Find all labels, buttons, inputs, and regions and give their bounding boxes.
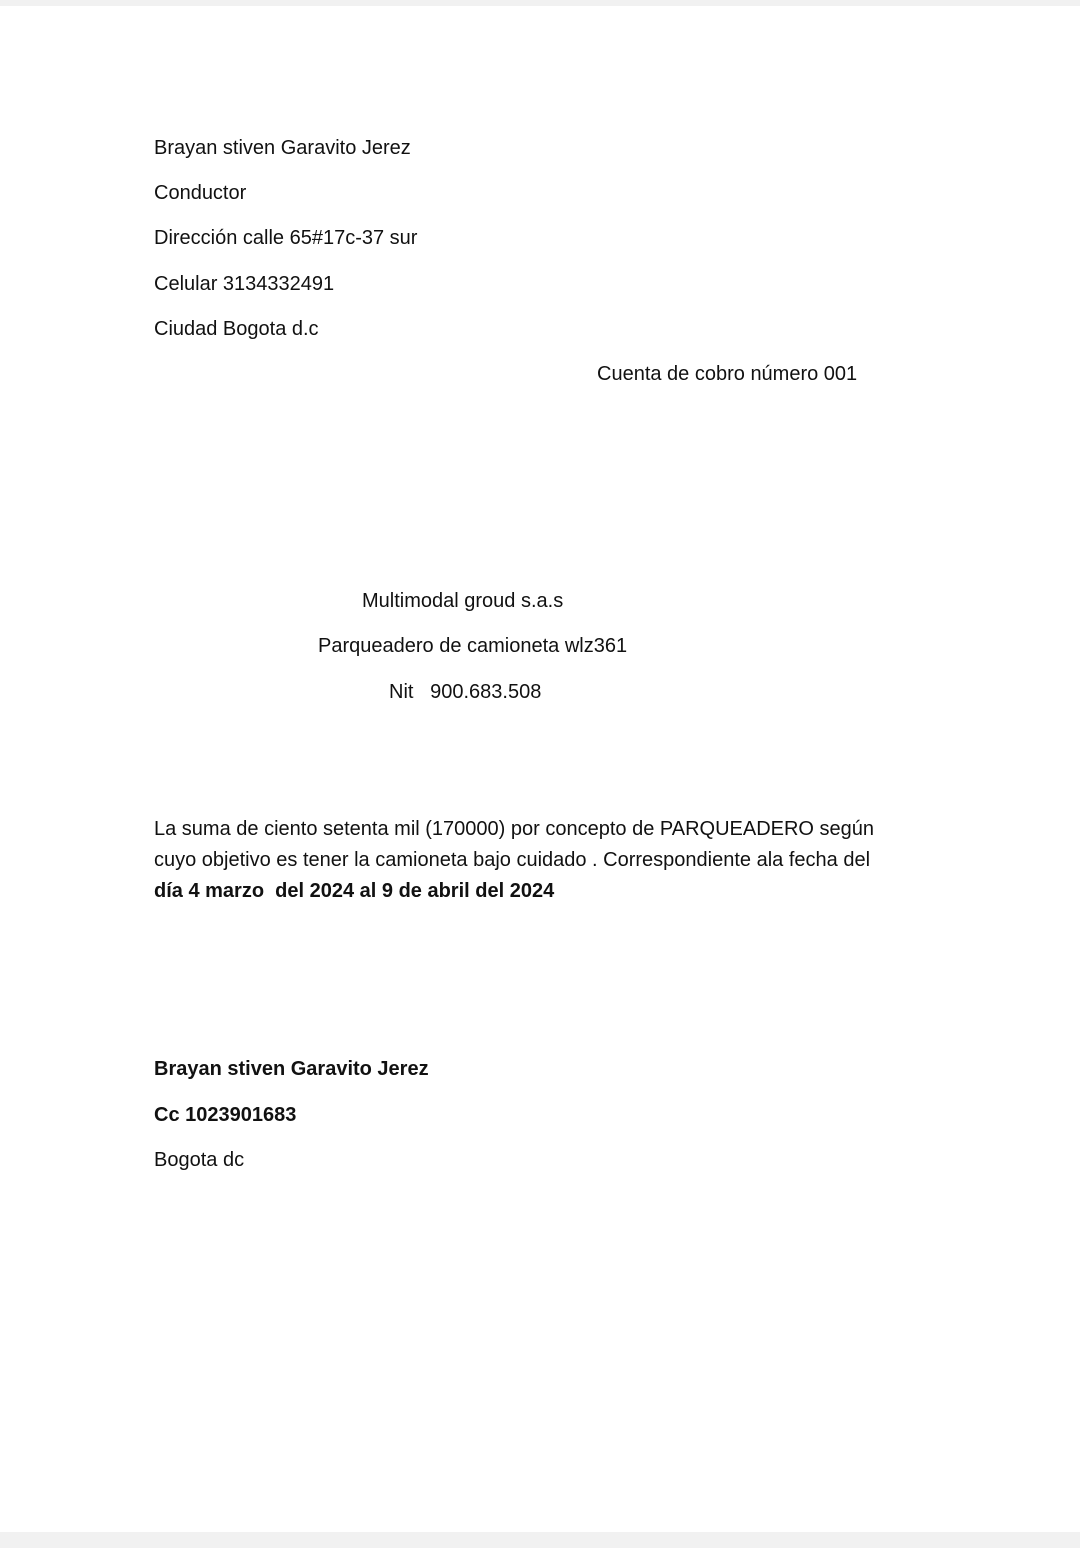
document-page [0, 6, 1080, 1532]
body-paragraph [154, 814, 934, 907]
signature-city: Bogota dc [154, 1149, 245, 1171]
sender-phone: Celular 3134332491 [154, 273, 335, 295]
recipient-company: Multimodal groud s.a.s [362, 590, 564, 612]
sender-city: Ciudad Bogota d.c [154, 318, 319, 340]
recipient-nit: Nit 900.683.508 [389, 681, 542, 703]
sender-role: Conductor [154, 182, 247, 204]
body-line-2: cuyo objetivo es tener la camioneta bajo cuidado . Correspondiente ala fecha del [154, 849, 871, 871]
sender-address: Dirección calle 65#17c-37 sur [154, 227, 418, 249]
sender-name: Brayan stiven Garavito Jerez [154, 137, 411, 159]
recipient-concept: Parqueadero de camioneta wlz361 [318, 635, 628, 657]
invoice-title: Cuenta de cobro número 001 [597, 363, 858, 385]
signature-name: Brayan stiven Garavito Jerez [154, 1058, 429, 1080]
body-line-3-date-range: día 4 marzo del 2024 al 9 de abril del 2024 [154, 880, 555, 902]
body-line-1: La suma de ciento setenta mil (170000) por concepto de PARQUEADERO según [154, 818, 875, 840]
signature-id: Cc 1023901683 [154, 1104, 297, 1126]
